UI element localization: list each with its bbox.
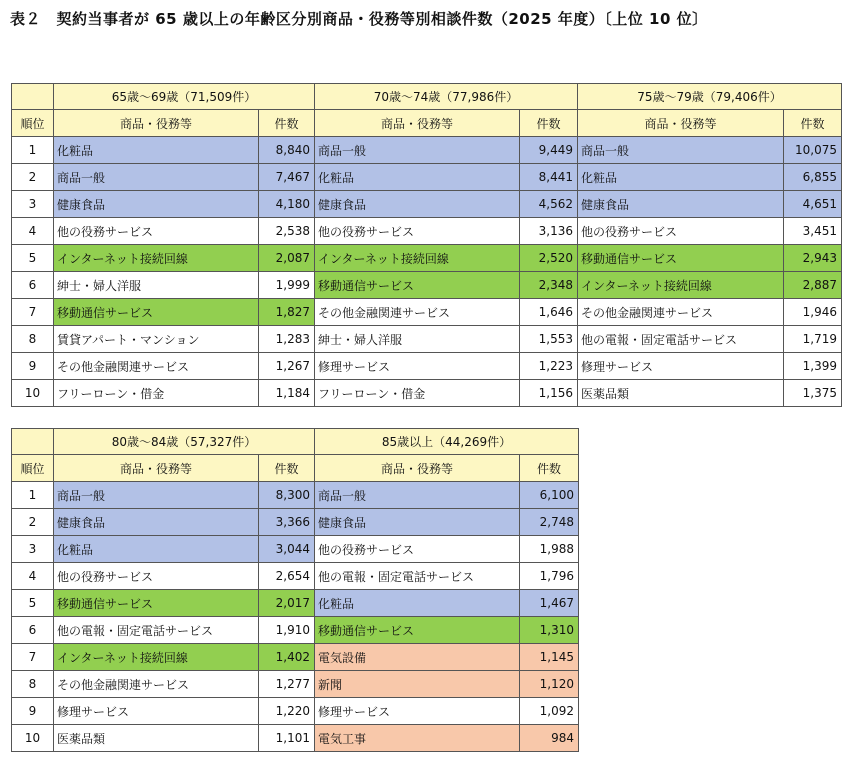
item-cell: その他金融関連サービス <box>315 299 520 326</box>
rank-cell: 10 <box>12 725 54 752</box>
count-header: 件数 <box>520 455 579 482</box>
count-cell: 1,120 <box>520 671 579 698</box>
rank-cell: 9 <box>12 353 54 380</box>
item-cell: その他金融関連サービス <box>54 671 259 698</box>
table-row <box>12 353 842 380</box>
count-cell: 8,300 <box>259 482 315 509</box>
table-row <box>12 590 579 617</box>
count-cell: 1,101 <box>259 725 315 752</box>
count-cell: 1,184 <box>259 380 315 407</box>
item-cell: 商品一般 <box>54 164 259 191</box>
item-cell: 修理サービス <box>578 353 784 380</box>
count-cell: 2,748 <box>520 509 579 536</box>
item-cell: 他の電報・固定電話サービス <box>54 617 259 644</box>
table-row <box>12 245 842 272</box>
count-cell: 1,553 <box>520 326 578 353</box>
count-cell: 1,310 <box>520 617 579 644</box>
count-cell: 2,538 <box>259 218 315 245</box>
table-row <box>12 272 842 299</box>
rank-cell: 8 <box>12 671 54 698</box>
rank-cell: 8 <box>12 326 54 353</box>
rank-cell: 4 <box>12 218 54 245</box>
count-cell: 1,402 <box>259 644 315 671</box>
item-cell: 修理サービス <box>54 698 259 725</box>
count-cell: 6,855 <box>784 164 842 191</box>
rank-cell: 6 <box>12 272 54 299</box>
item-cell: 他の電報・固定電話サービス <box>578 326 784 353</box>
item-cell: 新聞 <box>315 671 520 698</box>
item-cell: インターネット接続回線 <box>578 272 784 299</box>
item-cell: 化粧品 <box>54 536 259 563</box>
count-cell: 1,796 <box>520 563 579 590</box>
item-header: 商品・役務等 <box>54 455 259 482</box>
rank-header: 順位 <box>12 110 54 137</box>
table-row <box>12 671 579 698</box>
top-consultation-table <box>11 83 842 407</box>
rank-cell: 10 <box>12 380 54 407</box>
count-header: 件数 <box>520 110 578 137</box>
count-cell: 1,223 <box>520 353 578 380</box>
count-cell: 1,827 <box>259 299 315 326</box>
item-cell: 他の役務サービス <box>578 218 784 245</box>
rank-cell: 2 <box>12 509 54 536</box>
item-cell: インターネット接続回線 <box>54 245 259 272</box>
item-cell: 移動通信サービス <box>578 245 784 272</box>
table-row <box>12 164 842 191</box>
rank-cell: 5 <box>12 590 54 617</box>
item-cell: 商品一般 <box>315 137 520 164</box>
item-cell: 医薬品類 <box>54 725 259 752</box>
count-cell: 2,520 <box>520 245 578 272</box>
table-row <box>12 380 842 407</box>
item-cell: 他の役務サービス <box>54 563 259 590</box>
count-cell: 1,988 <box>520 536 579 563</box>
item-cell: 移動通信サービス <box>315 617 520 644</box>
item-cell: 化粧品 <box>315 164 520 191</box>
table-row <box>12 725 579 752</box>
item-cell: インターネット接続回線 <box>54 644 259 671</box>
table-row <box>12 509 579 536</box>
count-header: 件数 <box>259 110 315 137</box>
count-cell: 1,467 <box>520 590 579 617</box>
count-cell: 10,075 <box>784 137 842 164</box>
count-cell: 1,399 <box>784 353 842 380</box>
item-cell: 修理サービス <box>315 353 520 380</box>
item-cell: 電気設備 <box>315 644 520 671</box>
item-header: 商品・役務等 <box>315 455 520 482</box>
table-row <box>12 617 579 644</box>
age-group-label: 70歳～74歳（77,986件） <box>315 84 578 110</box>
count-cell: 2,654 <box>259 563 315 590</box>
rank-cell: 7 <box>12 644 54 671</box>
item-cell: 他の役務サービス <box>54 218 259 245</box>
item-cell: その他金融関連サービス <box>578 299 784 326</box>
table-row <box>12 299 842 326</box>
item-cell: フリーローン・借金 <box>54 380 259 407</box>
item-cell: 健康食品 <box>54 191 259 218</box>
column-header-row <box>12 455 579 482</box>
count-cell: 4,180 <box>259 191 315 218</box>
corner-cell <box>12 84 54 110</box>
count-cell: 9,449 <box>520 137 578 164</box>
item-cell: 他の役務サービス <box>315 536 520 563</box>
count-cell: 6,100 <box>520 482 579 509</box>
item-cell: 修理サービス <box>315 698 520 725</box>
item-cell: 移動通信サービス <box>54 299 259 326</box>
count-cell: 1,092 <box>520 698 579 725</box>
item-cell: 健康食品 <box>315 509 520 536</box>
rank-cell: 6 <box>12 617 54 644</box>
item-cell: 商品一般 <box>578 137 784 164</box>
count-cell: 1,646 <box>520 299 578 326</box>
count-cell: 2,017 <box>259 590 315 617</box>
count-cell: 1,267 <box>259 353 315 380</box>
count-cell: 3,136 <box>520 218 578 245</box>
item-cell: 商品一般 <box>315 482 520 509</box>
item-header: 商品・役務等 <box>315 110 520 137</box>
column-header-row <box>12 110 842 137</box>
count-cell: 984 <box>520 725 579 752</box>
count-cell: 1,277 <box>259 671 315 698</box>
count-cell: 3,451 <box>784 218 842 245</box>
count-header: 件数 <box>259 455 315 482</box>
count-cell: 4,651 <box>784 191 842 218</box>
age-group-label: 80歳～84歳（57,327件） <box>54 429 315 455</box>
item-cell: 化粧品 <box>315 590 520 617</box>
count-cell: 2,087 <box>259 245 315 272</box>
item-cell: 商品一般 <box>54 482 259 509</box>
table-row <box>12 644 579 671</box>
count-cell: 1,145 <box>520 644 579 671</box>
count-cell: 1,999 <box>259 272 315 299</box>
item-cell: 移動通信サービス <box>54 590 259 617</box>
rank-cell: 1 <box>12 482 54 509</box>
item-cell: 健康食品 <box>315 191 520 218</box>
corner-cell <box>12 429 54 455</box>
rank-cell: 1 <box>12 137 54 164</box>
table-row <box>12 563 579 590</box>
item-header: 商品・役務等 <box>578 110 784 137</box>
item-header: 商品・役務等 <box>54 110 259 137</box>
count-cell: 2,887 <box>784 272 842 299</box>
item-cell: 賃貸アパート・マンション <box>54 326 259 353</box>
count-cell: 1,946 <box>784 299 842 326</box>
table-row <box>12 536 579 563</box>
item-cell: 化粧品 <box>54 137 259 164</box>
item-cell: 移動通信サービス <box>315 272 520 299</box>
age-group-label: 75歳～79歳（79,406件） <box>578 84 842 110</box>
page-title: 表２ 契約当事者が 65 歳以上の年齢区分別商品・役務等別相談件数（2025 年度）〔上位 10 位〕 <box>10 10 708 28</box>
rank-header: 順位 <box>12 455 54 482</box>
count-header: 件数 <box>784 110 842 137</box>
table-row <box>12 326 842 353</box>
count-cell: 1,156 <box>520 380 578 407</box>
count-cell: 1,719 <box>784 326 842 353</box>
rank-cell: 5 <box>12 245 54 272</box>
item-cell: 紳士・婦人洋服 <box>54 272 259 299</box>
count-cell: 1,375 <box>784 380 842 407</box>
table-row <box>12 698 579 725</box>
item-cell: 医薬品類 <box>578 380 784 407</box>
count-cell: 2,943 <box>784 245 842 272</box>
rank-cell: 3 <box>12 191 54 218</box>
item-cell: 化粧品 <box>578 164 784 191</box>
item-cell: 健康食品 <box>54 509 259 536</box>
count-cell: 3,044 <box>259 536 315 563</box>
item-cell: インターネット接続回線 <box>315 245 520 272</box>
item-cell: 健康食品 <box>578 191 784 218</box>
table-row <box>12 191 842 218</box>
table-row <box>12 482 579 509</box>
rank-cell: 7 <box>12 299 54 326</box>
rank-cell: 9 <box>12 698 54 725</box>
rank-cell: 4 <box>12 563 54 590</box>
table-row <box>12 137 842 164</box>
count-cell: 2,348 <box>520 272 578 299</box>
age-group-label: 65歳～69歳（71,509件） <box>54 84 315 110</box>
count-cell: 7,467 <box>259 164 315 191</box>
age-group-label: 85歳以上（44,269件） <box>315 429 579 455</box>
item-cell: 他の電報・固定電話サービス <box>315 563 520 590</box>
rank-cell: 2 <box>12 164 54 191</box>
count-cell: 1,910 <box>259 617 315 644</box>
count-cell: 8,441 <box>520 164 578 191</box>
count-cell: 1,283 <box>259 326 315 353</box>
item-cell: その他金融関連サービス <box>54 353 259 380</box>
bottom-consultation-table <box>11 428 579 752</box>
item-cell: 電気工事 <box>315 725 520 752</box>
rank-cell: 3 <box>12 536 54 563</box>
count-cell: 3,366 <box>259 509 315 536</box>
item-cell: フリーローン・借金 <box>315 380 520 407</box>
item-cell: 紳士・婦人洋服 <box>315 326 520 353</box>
item-cell: 他の役務サービス <box>315 218 520 245</box>
count-cell: 8,840 <box>259 137 315 164</box>
age-group-header-row <box>12 84 842 110</box>
count-cell: 1,220 <box>259 698 315 725</box>
count-cell: 4,562 <box>520 191 578 218</box>
table-row <box>12 218 842 245</box>
age-group-header-row <box>12 429 579 455</box>
